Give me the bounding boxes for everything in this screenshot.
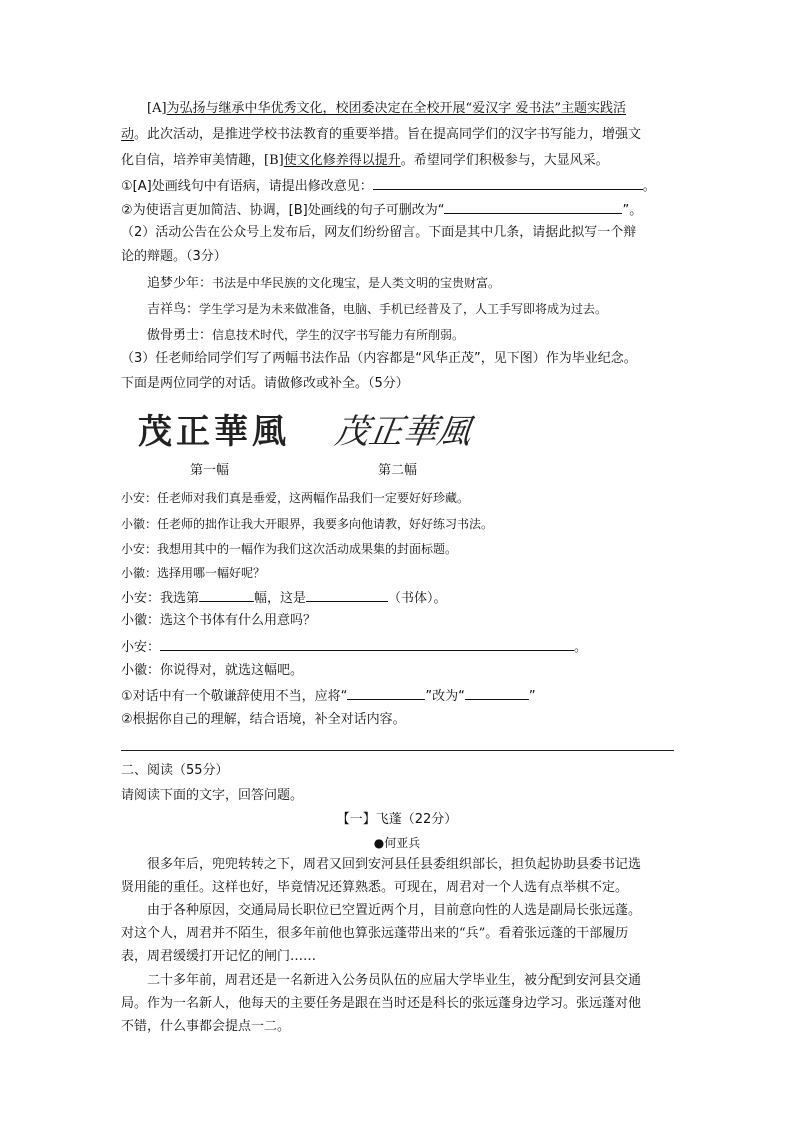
underlined-sentence-a: 为弘扬与继承中华优秀文化，校团委决定在全校开展“爱汉字 爱书法”主题实践活 — [166, 101, 626, 116]
mark-a: [A] — [147, 101, 167, 116]
q3-line-2: 下面是两位同学的对话。请做修改或补全。（5分） — [121, 376, 409, 391]
caption-2: 第二幅 — [378, 463, 418, 478]
answer-blank-6[interactable] — [347, 686, 425, 700]
question-1: ①[A]处画线句中有语病，请提出修改意见： 。 — [121, 176, 656, 196]
passage-line: 不错，什么事都会提点一二。 — [121, 1019, 291, 1034]
answer-blank-7[interactable] — [465, 686, 529, 700]
comment-3: 傲骨勇士：信息技术时代，学生的汉字书写能力有所削弱。 — [147, 328, 465, 343]
passage-author: ●何亚兵 — [373, 836, 421, 850]
sub-question-2: ②根据你自己的理解，结合语境，补全对话内容。 — [121, 712, 406, 727]
passage-line: 贤用能的重任。这样也好，毕竟情况还算熟悉。可现在，周君对一个人选有点举棋不定。 — [121, 880, 629, 895]
passage-line: 由于各种原因，交通局局长职位已空置近两个月，目前意向性的人选是副局长张远蓬。 — [147, 903, 642, 918]
section-heading: 二、阅读（55分） — [121, 763, 229, 778]
underlined-sentence-b: 使文化修养得以提升 — [283, 153, 401, 168]
underlined-sentence-a-end: 动 — [121, 127, 135, 142]
comment-2: 吉祥鸟：学生学习是为未来做准备，电脑、手机已经普及了，人工手写即将成为过去。 — [147, 302, 608, 317]
passage-line: 很多年后，兜兜转转之下，周君又回到安河县任县委组织部长，担负起协助县委书记选 — [147, 857, 642, 872]
reading-instruction: 请阅读下面的文字，回答问题。 — [121, 788, 304, 803]
comment-user: 傲骨勇士： — [147, 328, 213, 343]
para-line-2: 动。此次活动，是推进学校书法教育的重要举措。旨在提高同学们的汉字书写能力，增强文 — [121, 127, 642, 142]
mark-b: [B] — [264, 153, 284, 168]
dialog-line-7: 小安： 。 — [121, 637, 587, 657]
answer-line[interactable] — [121, 750, 674, 751]
dialog-line-6: 小徽：选这个书体有什么用意吗？ — [121, 613, 317, 628]
passage-title: 【一】飞蓬（22分） — [336, 812, 458, 827]
calligraphy-work-2: 茂正華風 — [332, 412, 474, 452]
dialog-line: 小安：我想用其中的一幅作为我们这次活动成果集的封面标题。 — [121, 542, 458, 556]
passage-line: 表，周君缓缓打开记忆的闸门…… — [121, 949, 317, 964]
answer-blank-2[interactable] — [444, 200, 622, 214]
passage-line: 二十多年前，周君还是一名新进入公务员队伍的应届大学毕业生，被分配到安河县交通 — [147, 973, 642, 988]
comment-user: 吉祥鸟： — [147, 302, 200, 317]
para-line-3: 化自信，培养审美情趣，[B]使文化修养得以提升。希望同学们积极参与，大显风采。 — [121, 153, 609, 168]
dialog-line-8: 小徽：你说得对，就选这幅吧。 — [121, 663, 304, 678]
sub-question-1: ①对话中有一个敬谦辞使用不当，应将“ ”改为“ ” — [121, 686, 536, 706]
comment-1: 追梦少年：书法是中华民族的文化瑰宝，是人类文明的宝贵财富。 — [147, 276, 501, 291]
q2-line-1: （2）活动公告在公众号上发布后，网友们纷纷留言。下面是其中几条，请据此拟写一个辩 — [121, 225, 637, 240]
dialog-line: 小徽：任老师的拙作让我大开眼界，我要多向他请教，好好练习书法。 — [121, 517, 494, 531]
answer-blank-5[interactable] — [160, 637, 574, 651]
q2-line-2: 论的辩题。（3分） — [121, 249, 227, 264]
question-2: ②为使语言更加简洁、协调，[B]处画线的句子可删改为“ ”。 — [121, 200, 642, 220]
answer-blank-3[interactable] — [199, 588, 254, 602]
answer-blank-4[interactable] — [306, 588, 388, 602]
passage-line: 局。作为一名新人，他每天的主要任务是跟在当时还是科长的张远蓬身边学习。张远蓬对他 — [121, 996, 642, 1011]
q3-line-1: （3）任老师给同学们写了两幅书法作品（内容都是“风华正茂”，见下图）作为毕业纪念。 — [121, 351, 637, 366]
answer-blank-1[interactable] — [373, 176, 643, 190]
dialog-line: 小安：任老师对我们真是垂爱，这两幅作品我们一定要好好珍藏。 — [121, 491, 470, 505]
comment-user: 追梦少年： — [147, 276, 213, 291]
dialog-line-5: 小安：我选第 幅，这是 （书体）。 — [121, 588, 447, 608]
calligraphy-work-1: 茂正華風 — [138, 412, 290, 452]
dialog-line: 小徽：选择用哪一幅好呢？ — [121, 566, 266, 580]
para-line-1 — [147, 100, 626, 118]
caption-1: 第一幅 — [190, 463, 230, 478]
passage-line: 对这个人，周君并不陌生，很多年前他也算张远蓬带出来的“兵”。看着张远蓬的干部履历 — [121, 926, 629, 941]
